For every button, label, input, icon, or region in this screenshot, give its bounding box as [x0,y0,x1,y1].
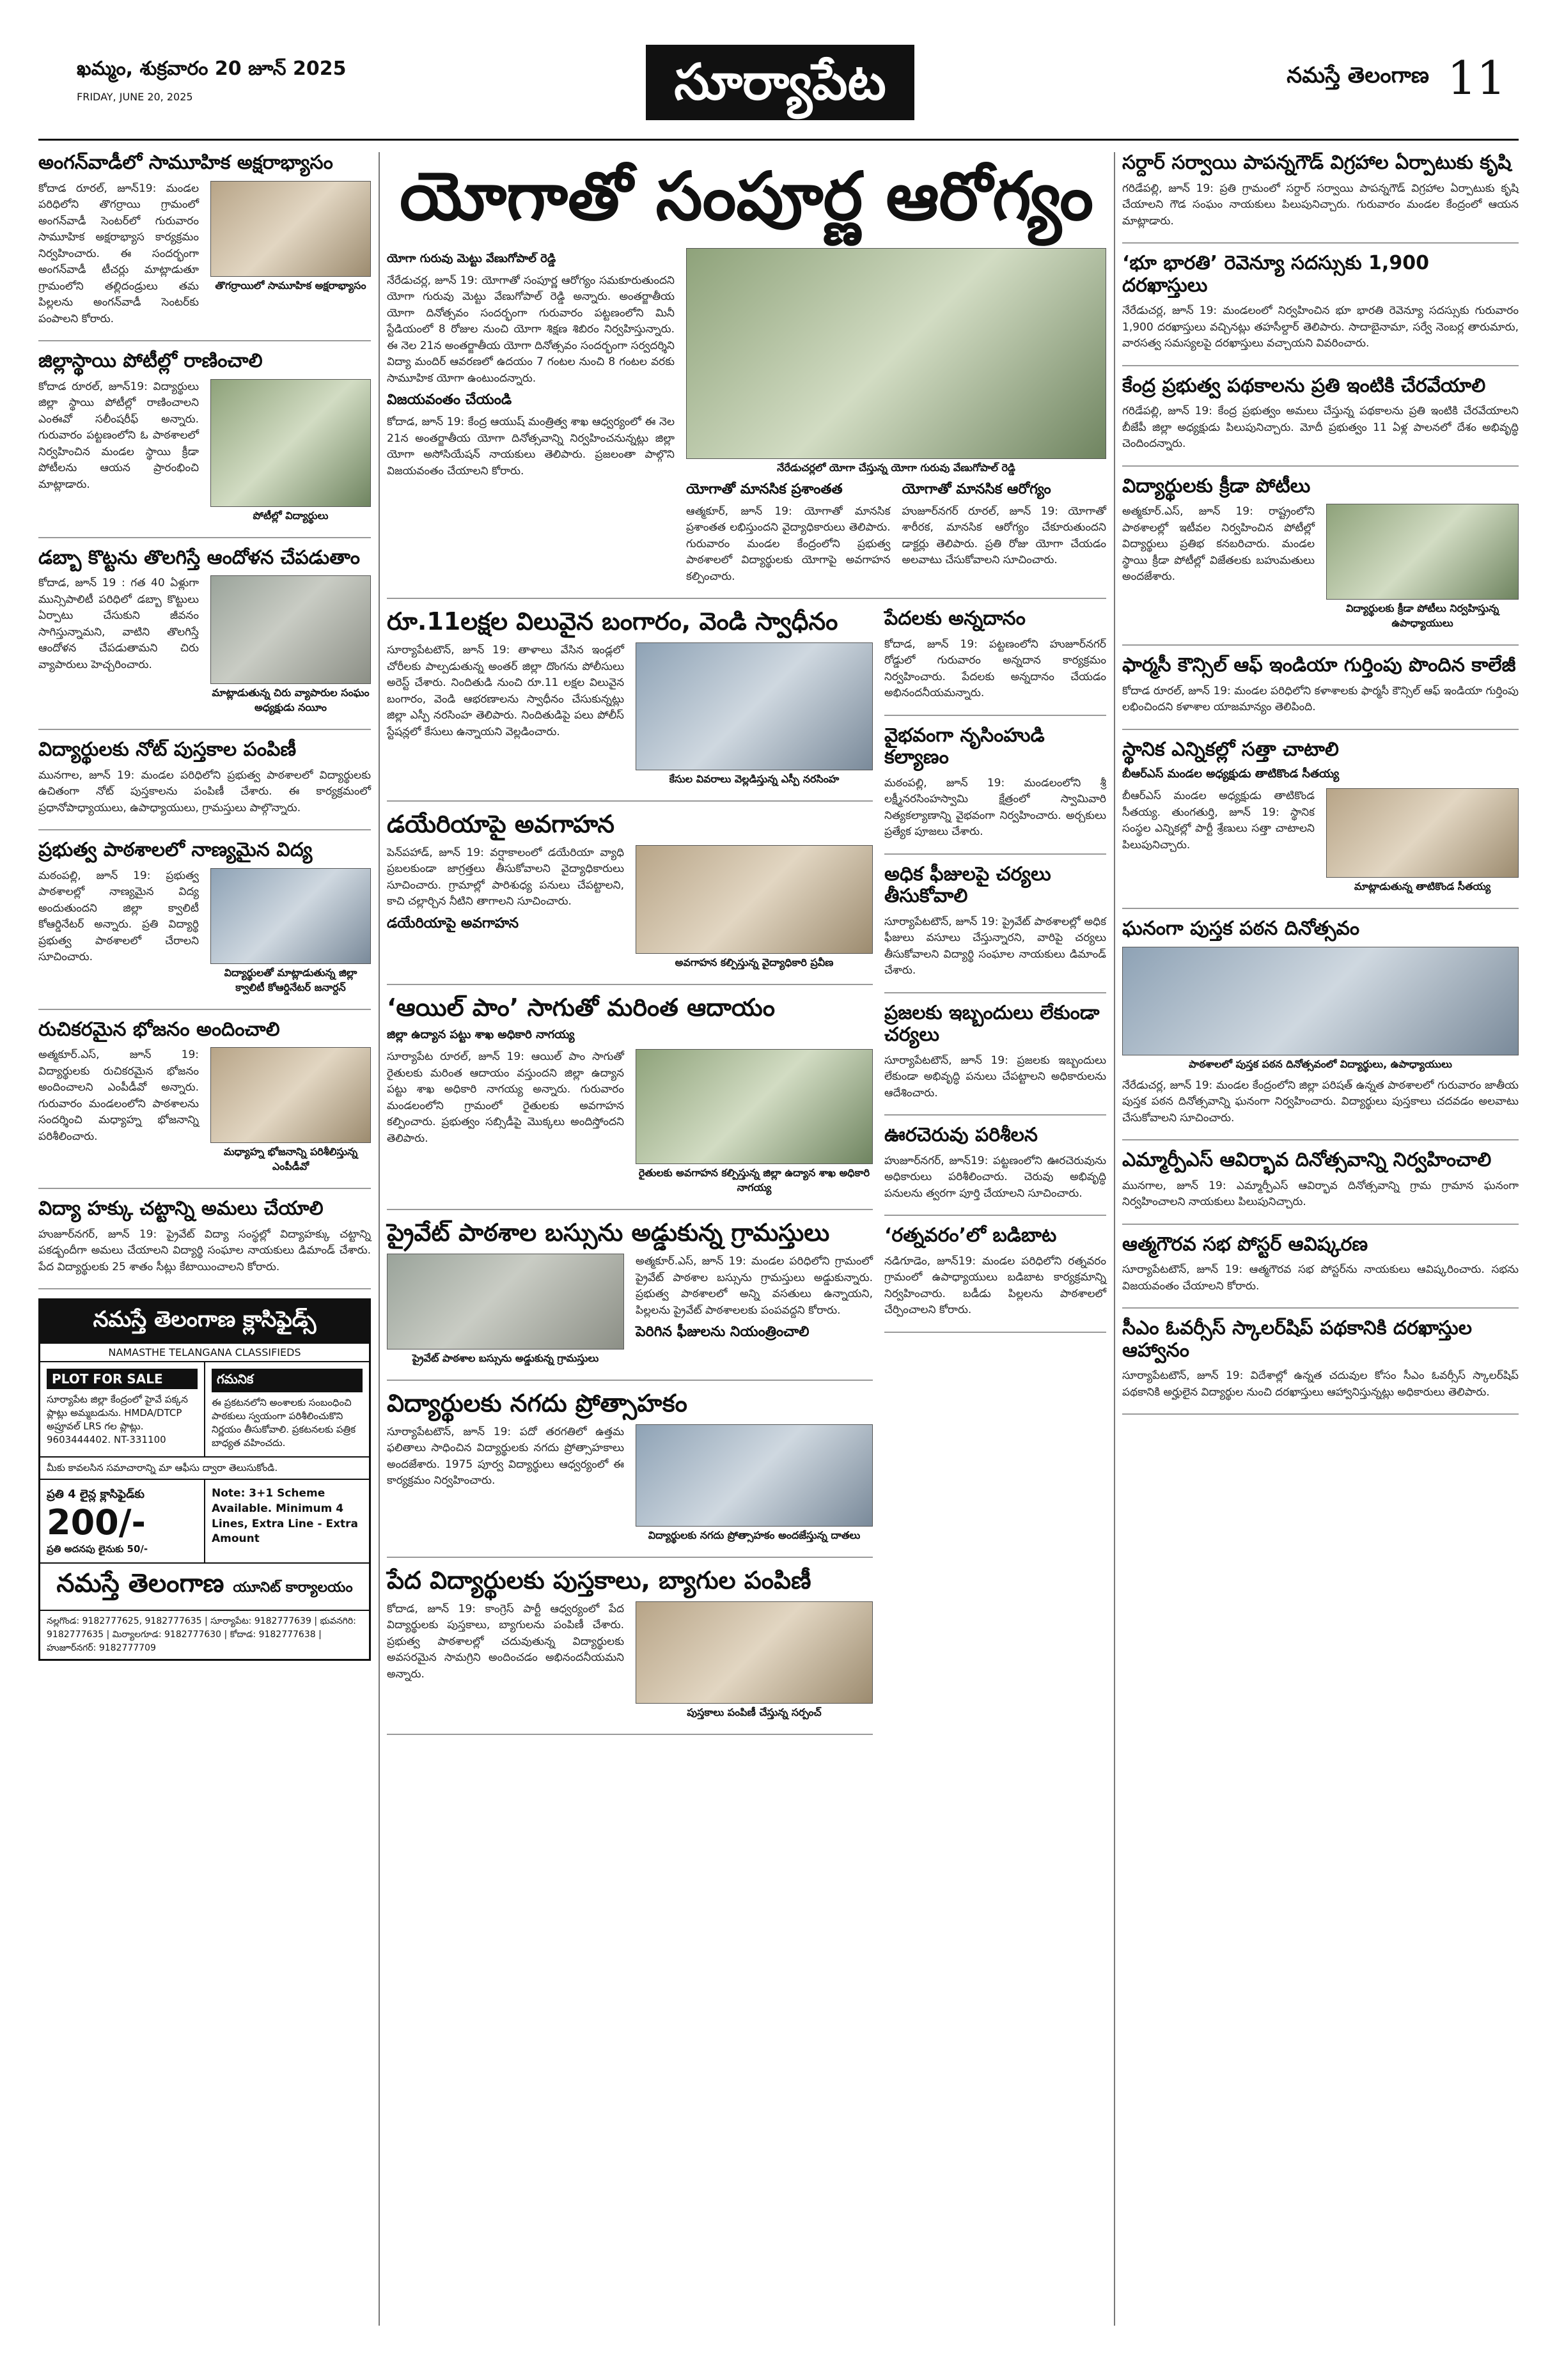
story-text: అత్మకూర్.ఎస్, జూన్ 19: మండల పరిధిలోని గ్రామంలో ప్రైవేట్ పాఠశాల బస్సును గ్రామస్తులు అడ్డుకున్నారు. ప్రభుత్వ పాఠశాలలో అన్ని వసతులు ఉన్నాయని, పిల్లలను ప్రైవేట్ పాఠశాలలకు పంపవద్దని కోరారు. [636,1255,873,1317]
photo-caption: మాట్లాడుతున్న తాటికొండ సీతయ్య [1354,880,1491,892]
story-text: సూర్యాపేటటౌన్, జూన్ 19: పదో తరగతిలో ఉత్తమ ఫలితాలు సాధించిన విద్యార్థులకు నగదు ప్రోత్సాహకాలు అందజేశారు. 1975 పూర్వ విద్యార్థులు ఆధ్వర్యంలో ఈ కార్యక్రమం నిర్వహించారు. [387,1425,624,1488]
story-district-sports [38,350,371,538]
ad-plot-text: సూర్యాపేట జిల్లా కేంద్రంలో హైవే పక్కన ప్లాట్లు అమ్మబడును. HMDA/DTCP అప్రూవల్ LRS గల ప్లాట్లు. 9603444402. NT-331100 [47,1394,188,1445]
story-mrps [1122,1149,1519,1225]
story-photo [636,642,873,770]
story-anganwadi [38,152,371,341]
middle-column [387,152,1106,1744]
photo-caption: ప్రైవేట్ పాఠశాల బస్సును అడ్డుకున్న గ్రామస్తులు [412,1352,599,1365]
story-food-donation [884,608,1106,716]
headline: సీఎం ఓవర్సీస్ స్కాలర్‌షిప్ పథకానికి దరఖాస్తుల ఆహ్వానం [1122,1317,1472,1362]
story-text: నడిగూడెం, జూన్19: మండల పరిధిలోని రత్నవరం గ్రామంలో ఉపాధ్యాయులు బడిబాట కార్యక్రమాన్ని నిర్వహించారు. బడీడు పిల్లలను పాఠశాలలో చేర్పించాలని కోరారు. [884,1254,1106,1317]
photo-caption: రైతులకు అవగాహన కల్పిస్తున్న జిల్లా ఉద్యాన శాఖ అధికారి నాగయ్య [638,1167,870,1194]
story-text: ఆత్మకూర్, జూన్ 19: యోగాతో మానసిక ప్రశాంతత లభిస్తుందని వైద్యాధికారులు తెలిపారు. గురువారం మండల కేంద్రంలోని ప్రభుత్వ పాఠశాలలో విద్యార్థులకు యోగాపై అవగాహన కల్పించారు. [686,504,891,583]
subheadline: విజయవంతం చేయండి [387,392,512,408]
subheadline: డయేరియాపై అవగాహన [387,915,519,931]
story-text: బీఆర్ఎస్ మండల అధ్యక్షుడు తాటికొండ సీతయ్య. తుంగతుర్తి, జూన్ 19: స్థానిక సంస్థల ఎన్నికల్లో పార్టీ శ్రేణులు సత్తా చాటాలని పిలుపునిచ్చారు. [1122,789,1315,852]
story-text: కోదాడ, జూన్ 19: కాంగ్రెస్ పార్టీ ఆధ్వర్యంలో పేద విద్యార్థులకు పుస్తకాలు, బ్యాగులను పంపిణీ చేశారు. ప్రభుత్వ పాఠశాలల్లో చదువుతున్న విద్యార్థులకు అవసరమైన సామగ్రిని అందించడం అభినందనీయమని అన్నారు. [387,1602,624,1681]
story-text: కోదాడ రూరల్, జూన్ 19: మండల పరిధిలోని కళాశాలకు ఫార్మసీ కౌన్సిల్ ఆఫ్ ఇండియా గుర్తింపు లభించిందని కళాశాల యాజమాన్యం తెలిపింది. [1122,684,1519,713]
headline: డయేరియాపై అవగాహన [387,810,614,839]
story-text: హుజూర్‌నగర్, జూన్ 19: ప్రైవేట్ విద్యా సంస్థల్లో విద్యాహక్కు చట్టాన్ని పకడ్బందీగా అమలు చేయాలని విద్యార్థి సంఘాల నాయకులు డిమాండ్ చేశారు. పేద విద్యార్థులకు 25 శాతం సీట్లు కేటాయించాలని కోరారు. [38,1227,371,1273]
story-pond-inspection [884,1124,1106,1216]
story-photo [1122,947,1519,1055]
ad-extra: ప్రతి అదనపు లైనుకు 50/- [47,1543,148,1555]
byline: బీఆర్ఎస్ మండల అధ్యక్షుడు తాటికొండ సీతయ్య [1122,767,1340,781]
main-headline: యోగాతో సంపూర్ణ ఆరోగ్యం [399,157,1094,235]
story-photo [636,1424,873,1527]
story-photo [636,845,873,954]
left-column [38,152,371,1661]
byline: జిల్లా ఉద్యాన పట్టు శాఖ అధికారి నాగయ్య [387,1028,575,1042]
story-reading-day [1122,918,1519,1140]
headline: ‘రత్నవరం’లో బడిబాట [884,1224,1057,1247]
story-vendors [38,547,371,731]
date-telugu: ఖమ్మం, శుక్రవారం 20 జూన్ 2025 [77,58,347,80]
photo-caption: అవగాహన కల్పిస్తున్న వైద్యాధికారి ప్రవీణ [675,956,834,968]
subheadline: యోగాతో మానసిక ఆరోగ్యం [902,481,1051,497]
headline: ప్రభుత్వ పాఠశాలలో నాణ్యమైన విద్య [38,839,313,861]
ad-offer-text: ప్రతి 4 లైన్ల క్లాసిఫైడ్‌కు [47,1488,145,1501]
story-photo [210,1047,371,1143]
story-text: మునగాల, జూన్ 19: మండల పరిధిలోని ప్రభుత్వ పాఠశాలలో విద్యార్థులకు ఉచితంగా నోట్ పుస్తకాలను పంపిణీ చేశారు. ఈ కార్యక్రమంలో ప్రధానోపాధ్యాయులు, ఉపాధ్యాయులు, గ్రామస్తులు పాల్గొన్నారు. [38,768,371,814]
headline: ఫార్మసీ కౌన్సిల్ ఆఫ్ ఇండియా గుర్తింపు పొందిన కాలేజీ [1122,654,1516,676]
ad-note [205,1480,369,1562]
masthead-dateline [77,58,346,103]
story-text: హుజూర్‌నగర్ రూరల్, జూన్ 19: యోగాతో శారీరక, మానసిక ఆరోగ్యం చేకూరుతుందని డాక్టర్లు తెలిపారు. ప్రతి రోజు యోగా చేయడం అలవాటు చేసుకోవాలని సూచించారు. [902,504,1106,567]
photo-caption: పాఠశాలలో పుస్తక పఠన దినోత్సవంలో విద్యార్థులు, ఉపాధ్యాయులు [1189,1057,1452,1070]
headline: ఆత్మగౌరవ సభ పోస్టర్ ఆవిష్కరణ [1122,1233,1368,1256]
photo-caption: నేరేడుచర్లలో యోగా చేస్తున్న యోగా గురువు వేణుగోపాల్ రెడ్డి [777,461,1015,474]
masthead [38,45,1519,141]
headline: విద్యార్థులకు నోట్ పుస్తకాల పంపిణీ [38,738,297,761]
story-text: పెన్‌పహాడ్, జూన్ 19: వర్షాకాలంలో డయేరియా వ్యాధి ప్రబలకుండా జాగ్రత్తలు తీసుకోవాలని వైద్యాధికారులు సూచించారు. గ్రామాల్లో పారిశుధ్య పనులు చేపట్టాలని, కాచి చల్లార్చిన నీటిని తాగాలని సూచించారు. [387,846,624,908]
story-sports-students [1122,476,1519,646]
story-text: నేరేడుచర్ల, జూన్ 19: మండల కేంద్రంలోని జిల్లా పరిషత్ ఉన్నత పాఠశాలలో గురువారం జాతీయ పుస్తక పఠన దినోత్సవాన్ని ఘనంగా నిర్వహించారు. విద్యార్థులు పుస్తకాలు చదవడం అలవాటు చేసుకోవాలని సూచించారు. [1122,1078,1519,1124]
story-text: సూర్యాపేట రూరల్, జూన్ 19: ఆయిల్ పాం సాగుతో రైతులకు మరింత ఆదాయం వస్తుందని జిల్లా ఉద్యాన పట్టు శాఖ అధికారి నాగయ్య అన్నారు. గురువారం మండలంలోని గ్రామంలో రైతులకు అవగాహన కల్పించారు. ప్రభుత్వం సబ్సిడీపై మొక్కలు అందిస్తోందని తెలిపారు. [387,1050,624,1145]
story-text: గరిడేపల్లి, జూన్ 19: ప్రతి గ్రామంలో సర్దార్ సర్వాయి పాపన్నగౌడ్ విగ్రహాల ఏర్పాటుకు కృషి చేయాలని గౌడ సంఘం నాయకులు పిలుపునిచ్చారు. గురువారం మండల కేంద్రంలో ఆయన మాట్లాడారు. [1122,182,1519,228]
story-fees-action [884,864,1106,993]
story-photo [387,1254,624,1349]
ad-contact-note: మీకు కావలసిన సమాచారాన్ని మా ఆఫీసు ద్వారా తెలుసుకోండి. [40,1456,369,1479]
headline: పేద విద్యార్థులకు పుస్తకాలు, బ్యాగుల పంపిణీ [387,1566,811,1594]
photo-caption: మధ్యాహ్న భోజనాన్ని పరిశీలిస్తున్న ఎంపీడీవో [223,1146,358,1172]
headline: కేంద్ర ప్రభుత్వ పథకాలను ప్రతి ఇంటికి చేరవేయాలి [1122,374,1486,397]
story-text: సూర్యాపేటటౌన్, జూన్ 19: ప్రైవేట్ పాఠశాలల్లో అధిక ఫీజులు వసూలు చేస్తున్నారని, వారిపై చర్యలు తీసుకోవాలని విద్యార్థి సంఘాల నాయకులు డిమాండ్ చేశారు. [884,915,1106,977]
headline: ఘనంగా పుస్తక పఠన దినోత్సవం [1122,917,1360,940]
subheadline: పెరిగిన ఫీజులను నియంత్రించాలి [636,1324,810,1341]
ad-plot-title: PLOT FOR SALE [47,1369,198,1389]
story-text: కోదాడ, జూన్ 19: పట్టణంలోని హుజూర్‌నగర్ రోడ్డులో గురువారం అన్నదాన కార్యక్రమం నిర్వహించారు. పేదలకు అన్నదానం చేయడం అభినందనీయమన్నారు. [884,637,1106,700]
story-private-bus [387,1219,873,1381]
story-local-elections [1122,739,1519,910]
headline: అంగన్‌వాడీలో సామూహిక అక్షరాభ్యాసం [38,152,333,174]
ad-notice [205,1362,369,1456]
headline: రుచికరమైన భోజనం అందించాలి [38,1018,280,1041]
story-cash-incentive [387,1390,873,1558]
date-english: FRIDAY, JUNE 20, 2025 [77,91,193,103]
newspaper-brand: నమస్తే తెలంగాణ [1287,63,1429,88]
headline: ‘ఆయిల్ పాం’ సాగుతో మరింత ఆదాయం [387,993,776,1022]
ad-office-label: యూనిట్ కార్యాలయం [233,1580,353,1596]
headline: పేదలకు అన్నదానం [884,607,1026,630]
story-bhu-bharathi [1122,253,1519,366]
story-oil-palm [387,994,873,1211]
story-photo [210,181,371,277]
story-text: కోదాడ, జూన్ 19 : గత 40 ఏళ్లుగా మున్సిపాలిటీ పరిధిలో డబ్బా కొట్టులు ఏర్పాటు చేసుకుని జీవనం సాగిస్తున్నామని, వాటిని తొలగిస్తే ఆందోళన చేపడుతామని చిరు వ్యాపారులు హెచ్చరించారు. [38,577,199,671]
story-text: గరిడేపల్లి, జూన్ 19: కేంద్ర ప్రభుత్వం అమలు చేస్తున్న పథకాలను ప్రతి ఇంటికి చేరవేయాలని బీజేపీ జిల్లా అధ్యక్షుడు పిలుపునిచ్చారు. మోదీ ప్రభుత్వం 11 ఏళ్ల పాలనలో దేశం అభివృద్ధి చెందిందన్నారు. [1122,405,1519,450]
headline: విద్యార్థులకు నగదు ప్రోత్సాహకం [387,1389,687,1418]
story-notebooks [38,739,371,830]
story-badibata [884,1225,1106,1333]
story-central-schemes [1122,375,1519,467]
headline: అధిక ఫీజులపై చర్యలు తీసుకోవాలి [884,862,1051,908]
story-text: అత్మకూర్.ఎస్, జూన్ 19: విద్యార్థులకు రుచికరమైన భోజనం అందించాలని ఎంపీడీవో అన్నారు. గురువారం మండలంలోని పాఠశాలను సందర్శించి మధ్యాహ్న భోజనాన్ని పరిశీలించారు. [38,1048,199,1143]
headline: విద్యా హక్కు చట్టాన్ని అమలు చేయాలి [38,1197,324,1220]
subheadline: యోగాతో మానసిక ప్రశాంతత [686,481,843,497]
photo-caption: కేసుల వివరాలు వెల్లడిస్తున్న ఎస్పీ నరసింహ [669,773,840,786]
story-yoga [387,159,1106,599]
headline: ప్రైవేట్ పాఠశాల బస్సును అడ్డుకున్న గ్రామస్తులు [387,1218,830,1247]
story-text: సూర్యాపేటటౌన్, జూన్ 19: విదేశాల్లో ఉన్నత చదువుల కోసం సీఎం ఓవర్సీస్ స్కాలర్‌షిప్ పథకానికి అర్హులైన విద్యార్థుల నుంచి దరఖాస్తులు ఆహ్వానిస్తున్నట్లు అధికారులు తెలిపారు. [1122,1369,1519,1399]
story-temple-wedding [884,725,1106,855]
headline: స్థానిక ఎన్నికల్లో సత్తా చాటాలి [1122,738,1339,761]
ad-row [40,1361,369,1456]
story-text: సూర్యాపేటటౌన్, జూన్ 19: ప్రజలకు ఇబ్బందులు లేకుండా అభివృద్ధి పనులు చేపట్టాలని అధికారులను ఆదేశించారు. [884,1054,1106,1100]
photo-caption: మాట్లాడుతున్న చిరు వ్యాపారుల సంఘం అధ్యక్షుడు నయీం [212,687,370,713]
story-photo [210,575,371,684]
ad-note-text: Note: 3+1 Scheme Available. Minimum 4 Lines, Extra Line - Extra Amount [212,1487,359,1546]
headline: ప్రజలకు ఇబ్బందులు లేకుండా చర్యలు [884,1001,1100,1046]
story-diarrhea [387,811,873,985]
story-text: మఠంపల్లి, జూన్ 19: మండలంలోని శ్రీ లక్ష్మీనరసింహస్వామి క్షేత్రంలో స్వామివారి నిత్యకల్యాణాన్ని వైభవంగా నిర్వహించారు. అర్చకులు ప్రత్యేక పూజలు చేశారు. [884,776,1106,839]
story-books-bags [387,1567,873,1735]
ad-brand-bottom: నమస్తే తెలంగాణ [56,1569,224,1599]
ad-section: క్లాసిఫైడ్స్ [243,1307,317,1332]
story-text: కోదాడ రూరల్, జూన్19: మండల పరిధిలోని తొగర్రాయి గ్రామంలో అంగన్‌వాడీ సెంటర్‌లో గురువారం సామూహిక అక్షరాభ్యాస కార్యక్రమం నిర్వహించారు. ఈ సందర్భంగా అంగన్‌వాడీ టీచర్లు మాట్లాడుతూ గ్రామంలోని తల్లిదండ్రులు తమ పిల్లలను అంగన్‌వాడీ సెంటర్‌కు పంపాలని కోరారు. [38,182,199,325]
headline: సర్దార్ సర్వాయి పాపన్నగౌడ్ విగ్రహాల ఏర్పాటుకు కృషి [1122,152,1512,174]
column-divider [1114,152,1115,2326]
right-column [1122,152,1519,1424]
photo-caption: విద్యార్థులతో మాట్లాడుతున్న జిల్లా క్వాలిటీ కోఆర్డినేటర్ జనార్దన్ [224,966,357,993]
headline: రూ.11లక్షల విలువైన బంగారం, వెండి స్వాధీనం [387,607,838,636]
story-text: నేరేడుచర్ల, జూన్ 19: మండలంలో నిర్వహించిన భూ భారతి రెవెన్యూ సదస్సుకు గురువారం 1,900 దరఖాస్తులు వచ్చినట్లు తహసీల్దార్ తెలిపారు. సాదాబైనామా, సర్వే నెంబర్ల తారుమారు, వారసత్వ సమస్యలపై దరఖాస్తులు వచ్చాయని వివరించారు. [1122,304,1519,350]
headline: జిల్లాస్థాయి పోటీల్లో రాణించాలి [38,350,263,372]
headline: ఎమ్మార్పీఎస్ ఆవిర్భావ దినోత్సవాన్ని నిర్వహించాలి [1122,1149,1492,1171]
story-text: కోదాడ రూరల్, జూన్19: విద్యార్థులు జిల్లా స్థాయి పోటీల్లో రాణించాలని ఎంఈవో సలీంషరీఫ్ అన్నారు. గురువారం పట్టణంలోని ఓ పాఠశాలలో నిర్వహించిన మండల స్థాయి క్రీడా పోటీలను ఆయన ప్రారంభించి మాట్లాడారు. [38,380,199,491]
ad-price: 200/- [47,1502,146,1543]
ad-plot-sale [40,1362,205,1456]
classifieds-ad [38,1298,371,1661]
ad-offer-row [40,1479,369,1562]
section-title: సూర్యాపేట [646,45,914,120]
ad-notice-text: ఈ ప్రకటనలోని అంశాలకు సంబంధించి పాఠకులు స్వయంగా పరిశీలించుకొని నిర్ణయం తీసుకోవాలి. ప్రకటనలకు పత్రిక బాధ్యత వహించదు. [212,1397,356,1449]
story-public-issues [884,1002,1106,1116]
photo-caption: పుస్తకాలు పంపిణీ చేస్తున్న సర్పంచ్ [687,1706,822,1718]
ad-title [40,1300,369,1344]
story-text: నేరేడుచర్ల, జూన్ 19: యోగాతో సంపూర్ణ ఆరోగ్యం సమకూరుతుందని యోగా గురువు మెట్టు వేణుగోపాల్ రెడ్డి అన్నారు. అంతర్జాతీయ యోగా దినోత్సవం సందర్భంగా గురువారం పట్టణంలోని మినీ స్టేడియంలో 8 రోజుల నుంచి యోగా శిక్షణ శిబిరం నిర్వహిస్తున్నారు. ఈ నెల 21న అంతర్జాతీయ యోగా దినోత్సవం సందర్భంగా సర్వదర్శిని విద్యా మందిర్ ఆవరణలో ఉదయం 7 గంటల నుంచి 8 గంటల వరకు సామూహిక యోగా ఉంటుందన్నారు. [387,274,675,385]
photo-caption: విద్యార్థులకు నగదు ప్రోత్సాహకం అందజేస్తున్న దాతలు [648,1528,861,1541]
ad-notice-title: గమనిక [212,1369,363,1392]
story-photo [210,379,371,507]
story-scholarship [1122,1318,1519,1415]
headline: డబ్బా కొట్టను తొలగిస్తే ఆందోళన చేపడుతాం [38,546,360,569]
story-text: అత్మకూర్.ఎస్, జూన్ 19: రాష్ట్రంలోని పాఠశాలల్లో ఇటీవల నిర్వహించిన పోటీల్లో విద్యార్థులు ప్రతిభ కనబరిచారు. మండల స్థాయి క్రీడా పోటీల్లో విజేతలకు బహుమతులు అందజేశారు. [1122,505,1315,583]
story-photo [636,1049,873,1164]
story-text: మఠంపల్లి, జూన్ 19: ప్రభుత్వ పాఠశాలల్లో నాణ్యమైన విద్య అందుతుందని జిల్లా క్వాలిటీ కోఆర్డినేటర్ అన్నారు. ప్రతి విద్యార్థి ప్రభుత్వ పాఠశాలలో చేరాలని సూచించారు. [38,869,199,963]
headline: వైభవంగా నృసింహుడి కల్యాణం [884,724,1045,769]
story-text: సూర్యాపేటటౌన్, జూన్ 19: ఆత్మగౌరవ సభ పోస్టర్‌ను నాయకులు ఆవిష్కరించారు. సభను విజయవంతం చేయాలని కోరారు. [1122,1263,1519,1293]
story-poster [1122,1234,1519,1309]
photo-caption: తొగర్రాయిలో సామూహిక అక్షరాభ్యాసం [215,279,366,292]
story-gold-seized [387,608,873,802]
newspaper-page [38,45,1519,2346]
story-text: కోదాడ, జూన్ 19: కేంద్ర ఆయుష్ మంత్రిత్వ శాఖ ఆధ్వర్యంలో ఈ నెల 21న అంతర్జాతీయ యోగా దినోత్సవాన్ని నిర్వహించనున్నట్లు జిల్లా యోగా అసోసియేషన్ నాయకులు తెలిపారు. ప్రజలంతా పాల్గొని విజయవంతం చేయాలని కోరారు. [387,416,675,478]
photo-caption: పోటీల్లో విద్యార్థులు [253,509,329,522]
ad-contacts: నల్లగొండ: 9182777625, 9182777635 | సూర్యాపేట: 9182777639 | భువనగిరి: 9182777635 | మిర్యాలగూడ: 9182777630 | కోదాడ: 9182777638 | హుజూర్‌నగర్: 9182777709 [40,1610,369,1659]
story-text: హుజూర్‌నగర్, జూన్19: పట్టణంలోని ఊరచెరువును అధికారులు పరిశీలించారు. చెరువు అభివృద్ధి పనులను త్వరగా పూర్తి చేయాలని సూచించారు. [884,1154,1106,1200]
headline: ‘భూ భారతి’ రెవెన్యూ సదస్సుకు 1,900 దరఖాస్తులు [1122,252,1429,297]
story-rte-act [38,1198,371,1289]
photo-caption: విద్యార్థులకు క్రీడా పోటీలు నిర్వహిస్తున్న ఉపాధ్యాయులు [1345,602,1499,629]
ad-offer [40,1480,205,1562]
ad-subtitle: NAMASTHE TELANGANA CLASSIFIEDS [108,1346,301,1358]
story-pharmacy [1122,655,1519,730]
byline: యోగా గురువు మెట్టు వేణుగోపాల్ రెడ్డి [387,251,556,265]
story-midday-meal [38,1019,371,1190]
ad-office [40,1562,369,1610]
story-text: సూర్యాపేటటౌన్, జూన్ 19: తాళాలు వేసిన ఇండ్లలో చోరీలకు పాల్పడుతున్న అంతర్ జిల్లా దొంగను పోలీసులు అరెస్ట్ చేశారు. నిందితుడి నుంచి రూ.11 లక్షల విలువైన బంగారం, వెండి ఆభరణాలను స్వాధీనం చేసుకున్నట్లు జిల్లా ఎస్పీ నరసింహ తెలిపారు. నిందితుడిపై పలు పోలీస్ స్టేషన్లలో కేసులు ఉన్నాయని వెల్లడించారు. [387,644,624,738]
story-text: మునగాల, జూన్ 19: ఎమ్మార్పీఎస్ ఆవిర్భావ దినోత్సవాన్ని గ్రామ గ్రామాన ఘనంగా నిర్వహించాలని నాయకులు పిలుపునిచ్చారు. [1122,1179,1519,1208]
story-photo [636,1601,873,1704]
story-photo [1326,788,1519,878]
story-photo [210,868,371,964]
page-number: 11 [1447,51,1506,105]
story-statues [1122,152,1519,244]
yoga-photo [686,248,1106,459]
headline: ఊరచెరువు పరిశీలన [884,1124,1038,1147]
story-quality-education [38,839,371,1010]
headline: విద్యార్థులకు క్రీడా పోటీలు [1122,474,1311,497]
story-photo [1326,504,1519,600]
column-divider [379,152,380,2326]
ad-brand: నమస్తే తెలంగాణ [93,1307,236,1332]
